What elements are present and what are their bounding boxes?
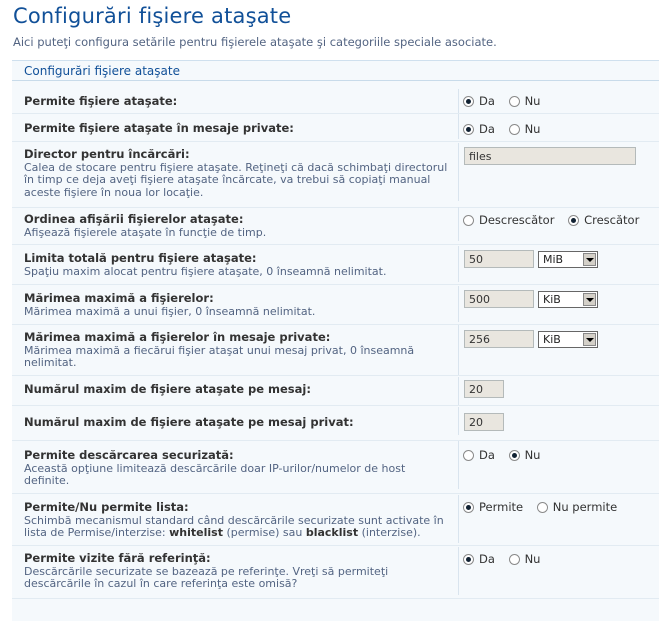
setting-row-secure-downloads bbox=[12, 447, 659, 493]
radio-option-da[interactable]: Da bbox=[463, 552, 495, 566]
setting-explain: Schimbă mecanismul standard când descărcările securizate sunt activate în lista de Permise/interzise: whitelist (permise) sau blacklist (interzise). bbox=[24, 513, 444, 539]
chevron-down-icon[interactable] bbox=[583, 293, 596, 306]
divider bbox=[458, 547, 459, 595]
setting-label: Permite vizite fără referinţă: bbox=[24, 551, 211, 565]
max-attachments-pm-input[interactable]: 20 bbox=[464, 413, 504, 431]
total-limit-unit-select[interactable]: MiB bbox=[538, 251, 598, 268]
radio-icon[interactable] bbox=[509, 554, 520, 565]
radio-option-nu[interactable]: Nu bbox=[509, 122, 541, 136]
radio-icon[interactable] bbox=[463, 215, 474, 226]
setting-row-upload-dir bbox=[12, 147, 659, 205]
radio-selected-icon[interactable] bbox=[509, 450, 520, 461]
panel-title: Configurări fişiere ataşate bbox=[24, 64, 180, 78]
divider bbox=[458, 407, 459, 435]
max-attachments-input[interactable]: 20 bbox=[464, 380, 504, 398]
setting-explain: Mărimea maximă a fiecărui fişier ataşat unui mesaj privat, 0 înseamnă nelimitat. bbox=[24, 343, 415, 369]
radio-selected-icon[interactable] bbox=[463, 96, 474, 107]
radio-icon[interactable] bbox=[537, 502, 548, 513]
divider bbox=[458, 143, 459, 201]
setting-row-max-attachments-pm bbox=[12, 411, 659, 437]
divider bbox=[458, 89, 459, 115]
chevron-down-icon[interactable] bbox=[583, 333, 596, 346]
setting-label: Director pentru încărcări: bbox=[24, 147, 190, 161]
radio-group bbox=[463, 122, 550, 136]
divider bbox=[458, 377, 459, 405]
radio-icon[interactable] bbox=[509, 124, 520, 135]
divider bbox=[458, 286, 459, 322]
setting-label: Mărimea maximă a fişierelor: bbox=[24, 291, 214, 305]
setting-label: Mărimea maximă a fişierelor în mesaje private: bbox=[24, 330, 331, 344]
setting-explain: Calea de stocare pentru fişiere ataşate. Reţineţi că dacă schimbaţi directorul în timp ce deja aveţi fişiere ataşate încărcate, va trebui să copiaţi manual aceste fişiere în noua lor locaţie. bbox=[24, 160, 448, 199]
setting-label: Numărul maxim de fişiere ataşate pe mesaj: bbox=[24, 382, 311, 396]
setting-explain: Descărcările securizate se bazează pe referinţe. Vreţi să permiteţi descărcările în cazul în care referinţa este omisă? bbox=[24, 564, 389, 590]
radio-selected-icon[interactable] bbox=[463, 502, 474, 513]
setting-explain: Mărimea maximă a unui fişier, 0 înseamnă nelimitat. bbox=[24, 304, 316, 318]
attachment-settings-panel bbox=[12, 60, 659, 621]
max-filesize-pm-unit-select[interactable]: KiB bbox=[538, 331, 598, 348]
divider bbox=[458, 246, 459, 282]
radio-option-da[interactable]: Da bbox=[463, 122, 495, 136]
setting-label: Numărul maxim de fişiere ataşate pe mesaj privat: bbox=[24, 415, 354, 429]
setting-row-total-limit bbox=[12, 250, 659, 284]
radio-group bbox=[463, 213, 649, 227]
setting-explain: Spaţiu maxim alocat pentru fişiere ataşate, 0 înseamnă nelimitat. bbox=[24, 264, 387, 278]
radio-option-descrescator[interactable]: Descrescător bbox=[463, 213, 554, 227]
radio-option-nu-permite[interactable]: Nu permite bbox=[537, 500, 617, 514]
divider bbox=[458, 325, 459, 375]
setting-row-empty-referer bbox=[12, 551, 659, 597]
setting-label: Permite descărcarea securizată: bbox=[24, 448, 234, 462]
setting-row-max-filesize bbox=[12, 290, 659, 324]
radio-selected-icon[interactable] bbox=[463, 554, 474, 565]
page-description: Aici puteţi configura setările pentru fişierele ataşate şi categoriile speciale asociate. bbox=[13, 35, 497, 49]
divider bbox=[458, 495, 459, 543]
setting-explain: Afişează fişierele ataşate în funcţie de timp. bbox=[24, 225, 267, 239]
radio-selected-icon[interactable] bbox=[568, 215, 579, 226]
setting-row-allow-deny-list bbox=[12, 499, 659, 545]
radio-group bbox=[463, 448, 550, 462]
setting-label: Limita totală pentru fişiere ataşate: bbox=[24, 251, 257, 265]
radio-option-permite[interactable]: Permite bbox=[463, 500, 523, 514]
setting-row-max-filesize-pm bbox=[12, 329, 659, 375]
divider bbox=[458, 441, 459, 489]
total-limit-input[interactable]: 50 bbox=[464, 250, 534, 268]
upload-dir-input[interactable]: files bbox=[464, 147, 636, 165]
setting-row-display-order bbox=[12, 211, 659, 245]
page-title: Configurări fişiere ataşate bbox=[13, 4, 292, 28]
setting-row-allow-attachments bbox=[12, 93, 659, 119]
radio-option-nu[interactable]: Nu bbox=[509, 94, 541, 108]
radio-option-crescator[interactable]: Crescător bbox=[568, 213, 639, 227]
radio-option-nu[interactable]: Nu bbox=[509, 552, 541, 566]
chevron-down-icon[interactable] bbox=[583, 253, 596, 266]
setting-label: Ordinea afişării fişierelor ataşate: bbox=[24, 212, 244, 226]
radio-option-nu[interactable]: Nu bbox=[509, 448, 541, 462]
max-filesize-pm-input[interactable]: 256 bbox=[464, 330, 534, 348]
radio-option-da[interactable]: Da bbox=[463, 94, 495, 108]
divider bbox=[458, 207, 459, 241]
setting-row-max-attachments bbox=[12, 379, 659, 407]
divider bbox=[458, 115, 459, 139]
radio-icon[interactable] bbox=[463, 450, 474, 461]
setting-label: Permite fişiere ataşate: bbox=[24, 94, 178, 108]
setting-label: Permite fişiere ataşate în mesaje private: bbox=[24, 121, 294, 135]
radio-group bbox=[463, 552, 550, 566]
max-filesize-unit-select[interactable]: KiB bbox=[538, 291, 598, 308]
divider bbox=[12, 80, 659, 81]
radio-option-da[interactable]: Da bbox=[463, 448, 495, 462]
setting-explain: Această opţiune limitează descărcările doar IP-urilor/numelor de host definite. bbox=[24, 461, 406, 487]
radio-selected-icon[interactable] bbox=[463, 124, 474, 135]
setting-label: Permite/Nu permite lista: bbox=[24, 500, 189, 514]
radio-icon[interactable] bbox=[509, 96, 520, 107]
radio-group bbox=[463, 500, 627, 514]
radio-group bbox=[463, 94, 550, 108]
max-filesize-input[interactable]: 500 bbox=[464, 290, 534, 308]
